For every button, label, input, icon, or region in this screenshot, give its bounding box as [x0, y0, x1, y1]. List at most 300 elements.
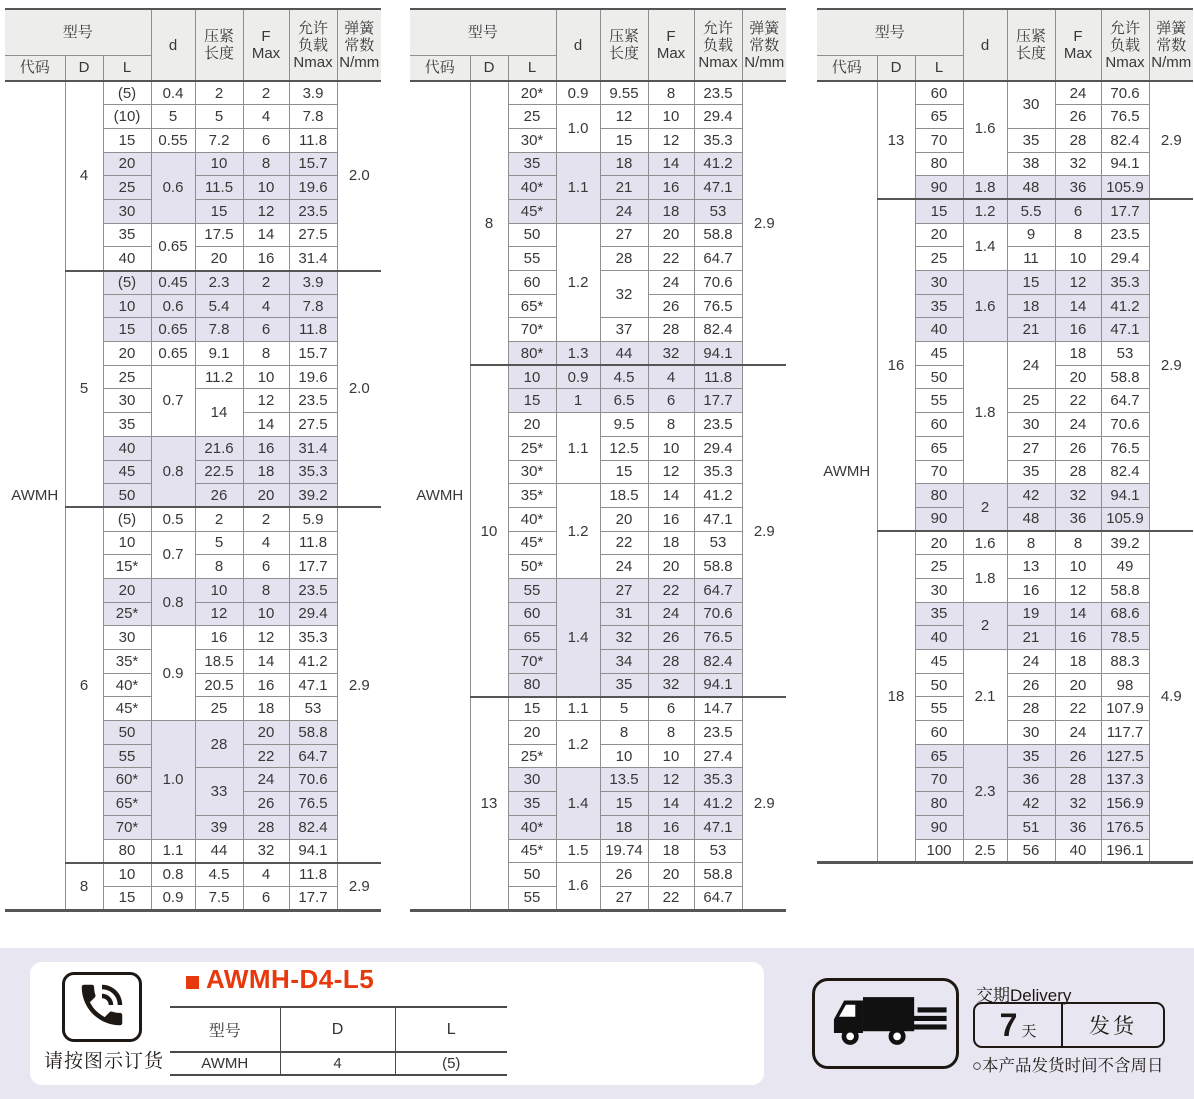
f-max-cell: 6 [648, 389, 694, 413]
f-max-cell: 6 [243, 318, 289, 342]
f-max-cell: 8 [648, 81, 694, 105]
compressed-length-cell: 28 [1007, 697, 1055, 721]
wire-dia-cell: 1.4 [963, 223, 1007, 270]
length-cell: 50 [103, 721, 151, 745]
allowable-load-cell: 27.4 [694, 744, 742, 768]
allowable-load-cell: 47.1 [694, 176, 742, 200]
allowable-load-cell: 35.3 [289, 626, 337, 650]
spec-table-2 [410, 8, 786, 912]
allowable-load-cell: 35.3 [694, 768, 742, 792]
allowable-load-cell: 23.5 [289, 578, 337, 602]
header-L: L [103, 55, 151, 81]
length-cell: 45* [508, 839, 556, 863]
allowable-load-cell: 29.4 [694, 436, 742, 460]
compressed-length-cell: 6.5 [600, 389, 648, 413]
f-max-cell: 18 [648, 199, 694, 223]
f-max-cell: 24 [1055, 721, 1101, 745]
spring-constant-cell: 4.9 [1149, 531, 1193, 863]
compressed-length-cell: 2.3 [195, 271, 243, 295]
allowable-load-cell: 94.1 [694, 673, 742, 697]
length-cell: 30* [508, 460, 556, 484]
allowable-load-cell: 41.2 [694, 792, 742, 816]
f-max-cell: 10 [243, 176, 289, 200]
allowable-load-cell: 94.1 [1101, 152, 1149, 176]
f-max-cell: 10 [243, 365, 289, 389]
f-max-cell: 36 [1055, 176, 1101, 200]
d-outer-cell: 8 [470, 81, 508, 365]
wire-dia-cell: 1.0 [556, 105, 600, 152]
spring-constant-cell: 2.9 [742, 697, 786, 910]
truck-icon [822, 985, 950, 1062]
header-compressed-length: 压紧 长度 [195, 9, 243, 81]
length-cell: 35 [915, 602, 963, 626]
order-example-card [30, 962, 764, 1085]
length-cell: 80 [508, 673, 556, 697]
compressed-length-cell: 11 [1007, 247, 1055, 271]
compressed-length-cell: 30 [1007, 81, 1055, 128]
allowable-load-cell: 23.5 [289, 389, 337, 413]
f-max-cell: 40 [1055, 839, 1101, 863]
allowable-load-cell: 41.2 [694, 484, 742, 508]
length-cell: 15 [915, 199, 963, 223]
length-cell: 90 [915, 176, 963, 200]
f-max-cell: 8 [1055, 531, 1101, 555]
allowable-load-cell: 196.1 [1101, 839, 1149, 863]
allowable-load-cell: 23.5 [694, 721, 742, 745]
f-max-cell: 12 [648, 460, 694, 484]
f-max-cell: 14 [1055, 602, 1101, 626]
spring-constant-cell: 2.9 [337, 507, 381, 862]
phone-icon-box [62, 972, 142, 1042]
header-spring-constant: 弹簧 常数 N/mm [742, 9, 786, 81]
compressed-length-cell: 13.5 [600, 768, 648, 792]
f-max-cell: 26 [1055, 744, 1101, 768]
length-cell: 25* [508, 436, 556, 460]
f-max-cell: 18 [648, 839, 694, 863]
allowable-load-cell: 53 [289, 697, 337, 721]
wire-dia-cell: 0.5 [151, 507, 195, 531]
wire-dia-cell: 0.4 [151, 81, 195, 105]
wire-dia-cell: 0.9 [151, 626, 195, 721]
compressed-length-cell: 17.5 [195, 223, 243, 247]
allowable-load-cell: 11.8 [289, 318, 337, 342]
f-max-cell: 10 [243, 602, 289, 626]
compressed-length-cell: 18 [600, 152, 648, 176]
f-max-cell: 16 [648, 815, 694, 839]
wire-dia-cell: 1 [556, 389, 600, 413]
f-max-cell: 20 [1055, 673, 1101, 697]
wire-dia-cell: 1.2 [556, 223, 600, 341]
length-cell: (5) [103, 81, 151, 105]
allowable-load-cell: 17.7 [1101, 199, 1149, 223]
length-cell: 15 [103, 128, 151, 152]
compressed-length-cell: 24 [1007, 342, 1055, 389]
compressed-length-cell: 44 [195, 839, 243, 863]
delivery-label: 交期Delivery [976, 986, 1072, 1005]
length-cell: 40 [915, 626, 963, 650]
length-cell: 45 [103, 460, 151, 484]
wire-dia-cell: 1.1 [556, 413, 600, 484]
compressed-length-cell: 10 [195, 578, 243, 602]
compressed-length-cell: 5.5 [1007, 199, 1055, 223]
length-cell: 80 [915, 152, 963, 176]
allowable-load-cell: 23.5 [694, 413, 742, 437]
compressed-length-cell: 9.5 [600, 413, 648, 437]
length-cell: 65 [915, 436, 963, 460]
example-col-l: L [395, 1007, 507, 1052]
allowable-load-cell: 17.7 [694, 389, 742, 413]
allowable-load-cell: 58.8 [694, 223, 742, 247]
spec-table-container-2 [410, 8, 786, 912]
spring-constant-cell: 2.9 [742, 81, 786, 365]
wire-dia-cell: 2.3 [963, 744, 1007, 839]
allowable-load-cell: 15.7 [289, 152, 337, 176]
f-max-cell: 20 [648, 223, 694, 247]
compressed-length-cell: 30 [1007, 413, 1055, 437]
f-max-cell: 18 [1055, 342, 1101, 366]
length-cell: 20 [915, 531, 963, 555]
allowable-load-cell: 19.6 [289, 365, 337, 389]
allowable-load-cell: 70.6 [1101, 81, 1149, 105]
compressed-length-cell: 21 [600, 176, 648, 200]
f-max-cell: 20 [648, 863, 694, 887]
length-cell: 35 [103, 223, 151, 247]
compressed-length-cell: 35 [1007, 460, 1055, 484]
f-max-cell: 24 [1055, 413, 1101, 437]
spec-table-container-1 [5, 8, 381, 912]
f-max-cell: 28 [243, 815, 289, 839]
length-cell: 55 [508, 578, 556, 602]
order-example-table [170, 1006, 507, 1076]
length-cell: 50 [508, 223, 556, 247]
wire-dia-cell: 1.3 [556, 342, 600, 366]
f-max-cell: 26 [243, 792, 289, 816]
f-max-cell: 8 [1055, 223, 1101, 247]
f-max-cell: 28 [1055, 768, 1101, 792]
f-max-cell: 32 [1055, 792, 1101, 816]
allowable-load-cell: 64.7 [1101, 389, 1149, 413]
allowable-load-cell: 3.9 [289, 271, 337, 295]
compressed-length-cell: 25 [1007, 389, 1055, 413]
allowable-load-cell: 27.5 [289, 223, 337, 247]
compressed-length-cell: 8 [1007, 531, 1055, 555]
wire-dia-cell: 2.1 [963, 650, 1007, 745]
wire-dia-cell: 0.65 [151, 342, 195, 366]
compressed-length-cell: 9.55 [600, 81, 648, 105]
length-cell: 90 [915, 815, 963, 839]
length-cell: 45* [508, 531, 556, 555]
allowable-load-cell: 41.2 [289, 650, 337, 674]
length-cell: 65 [915, 105, 963, 129]
f-max-cell: 18 [1055, 650, 1101, 674]
length-cell: 60 [508, 271, 556, 295]
compressed-length-cell: 38 [1007, 152, 1055, 176]
allowable-load-cell: 35.3 [289, 460, 337, 484]
length-cell: 30* [508, 128, 556, 152]
f-max-cell: 32 [1055, 152, 1101, 176]
wire-dia-cell: 0.8 [151, 863, 195, 887]
header-wire-dia: d [151, 9, 195, 81]
compressed-length-cell: 15 [1007, 271, 1055, 295]
f-max-cell: 28 [1055, 128, 1101, 152]
wire-dia-cell: 0.7 [151, 365, 195, 436]
f-max-cell: 16 [648, 176, 694, 200]
compressed-length-cell: 20 [195, 247, 243, 271]
length-cell: 30 [508, 768, 556, 792]
allowable-load-cell: 94.1 [1101, 484, 1149, 508]
length-cell: 45* [508, 199, 556, 223]
f-max-cell: 22 [648, 578, 694, 602]
f-max-cell: 10 [648, 744, 694, 768]
length-cell: 60 [915, 81, 963, 105]
compressed-length-cell: 39 [195, 815, 243, 839]
f-max-cell: 10 [1055, 247, 1101, 271]
compressed-length-cell: 24 [600, 199, 648, 223]
length-cell: 50 [915, 365, 963, 389]
allowable-load-cell: 94.1 [694, 342, 742, 366]
header-allowable-load: 允许 负载 Nmax [694, 9, 742, 81]
allowable-load-cell: 105.9 [1101, 507, 1149, 531]
wire-dia-cell: 0.9 [556, 81, 600, 105]
compressed-length-cell: 7.5 [195, 886, 243, 910]
f-max-cell: 8 [648, 721, 694, 745]
wire-dia-cell: 1.6 [963, 81, 1007, 176]
length-cell: 80* [508, 342, 556, 366]
length-cell: 35* [103, 650, 151, 674]
header-model: 型号 [410, 9, 556, 55]
allowable-load-cell: 176.5 [1101, 815, 1149, 839]
compressed-length-cell: 18.5 [195, 650, 243, 674]
code-cell: AWMH [5, 81, 65, 910]
d-outer-cell: 6 [65, 507, 103, 862]
length-cell: 60 [915, 721, 963, 745]
f-max-cell: 14 [243, 413, 289, 437]
allowable-load-cell: 64.7 [694, 886, 742, 910]
header-D: D [877, 55, 915, 81]
wire-dia-cell: 1.6 [556, 863, 600, 910]
length-cell: 15* [103, 555, 151, 579]
allowable-load-cell: 53 [1101, 342, 1149, 366]
wire-dia-cell: 0.7 [151, 531, 195, 578]
length-cell: 20 [915, 223, 963, 247]
allowable-load-cell: 29.4 [694, 105, 742, 129]
spring-constant-cell: 2.9 [1149, 81, 1193, 199]
header-f-max: F Max [648, 9, 694, 81]
compressed-length-cell: 36 [1007, 768, 1055, 792]
length-cell: 50 [508, 863, 556, 887]
length-cell: (5) [103, 271, 151, 295]
length-cell: 65 [508, 626, 556, 650]
f-max-cell: 16 [648, 507, 694, 531]
wire-dia-cell: 2.5 [963, 839, 1007, 863]
length-cell: 50 [103, 484, 151, 508]
compressed-length-cell: 56 [1007, 839, 1055, 863]
length-cell: 10 [103, 531, 151, 555]
compressed-length-cell: 51 [1007, 815, 1055, 839]
allowable-load-cell: 47.1 [289, 673, 337, 697]
compressed-length-cell: 19.74 [600, 839, 648, 863]
allowable-load-cell: 23.5 [1101, 223, 1149, 247]
compressed-length-cell: 24 [1007, 650, 1055, 674]
allowable-load-cell: 58.8 [694, 555, 742, 579]
spring-constant-cell: 2.9 [337, 863, 381, 910]
f-max-cell: 22 [1055, 697, 1101, 721]
length-cell: 100 [915, 839, 963, 863]
compressed-length-cell: 28 [195, 721, 243, 768]
allowable-load-cell: 76.5 [289, 792, 337, 816]
allowable-load-cell: 39.2 [289, 484, 337, 508]
length-cell: 35 [915, 294, 963, 318]
compressed-length-cell: 11.2 [195, 365, 243, 389]
allowable-load-cell: 31.4 [289, 247, 337, 271]
header-L: L [915, 55, 963, 81]
header-L: L [508, 55, 556, 81]
f-max-cell: 16 [1055, 626, 1101, 650]
example-col-model: 型号 [170, 1007, 280, 1052]
f-max-cell: 14 [243, 650, 289, 674]
compressed-length-cell: 25 [195, 697, 243, 721]
f-max-cell: 2 [243, 271, 289, 295]
wire-dia-cell: 0.65 [151, 223, 195, 270]
length-cell: 20 [508, 721, 556, 745]
compressed-length-cell: 18.5 [600, 484, 648, 508]
part-number-example: AWMH-D4-L5 [206, 964, 375, 994]
compressed-length-cell: 22.5 [195, 460, 243, 484]
allowable-load-cell: 23.5 [289, 199, 337, 223]
length-cell: 15 [508, 697, 556, 721]
wire-dia-cell: 1.4 [556, 578, 600, 696]
f-max-cell: 20 [243, 721, 289, 745]
allowable-load-cell: 137.3 [1101, 768, 1149, 792]
allowable-load-cell: 70.6 [694, 602, 742, 626]
wire-dia-cell: 0.9 [151, 886, 195, 910]
header-allowable-load: 允许 负载 Nmax [289, 9, 337, 81]
wire-dia-cell: 1.1 [556, 152, 600, 223]
f-max-cell: 6 [648, 697, 694, 721]
compressed-length-cell: 34 [600, 650, 648, 674]
wire-dia-cell: 1.6 [963, 271, 1007, 342]
header-code: 代码 [817, 55, 877, 81]
f-max-cell: 4 [243, 105, 289, 129]
allowable-load-cell: 117.7 [1101, 721, 1149, 745]
wire-dia-cell: 2 [963, 602, 1007, 649]
f-max-cell: 28 [648, 650, 694, 674]
length-cell: 55 [508, 886, 556, 910]
f-max-cell: 32 [1055, 484, 1101, 508]
f-max-cell: 6 [1055, 199, 1101, 223]
allowable-load-cell: 82.4 [1101, 460, 1149, 484]
f-max-cell: 6 [243, 128, 289, 152]
allowable-load-cell: 78.5 [1101, 626, 1149, 650]
length-cell: (10) [103, 105, 151, 129]
compressed-length-cell: 18 [1007, 294, 1055, 318]
wire-dia-cell: 1.2 [963, 199, 1007, 223]
length-cell: 80 [915, 484, 963, 508]
compressed-length-cell: 19 [1007, 602, 1055, 626]
compressed-length-cell: 21.6 [195, 436, 243, 460]
allowable-load-cell: 58.8 [1101, 365, 1149, 389]
header-wire-dia: d [556, 9, 600, 81]
compressed-length-cell: 21 [1007, 318, 1055, 342]
length-cell: 35 [508, 792, 556, 816]
wire-dia-cell: 1.0 [151, 721, 195, 839]
length-cell: 30 [103, 389, 151, 413]
length-cell: 65* [103, 792, 151, 816]
order-instruction-label: 请按图示订货 [43, 1051, 164, 1072]
f-max-cell: 18 [243, 460, 289, 484]
length-cell: 40 [103, 436, 151, 460]
length-cell: 60 [915, 413, 963, 437]
delivery-days-number: 7 [999, 1007, 1018, 1043]
f-max-cell: 26 [648, 626, 694, 650]
compressed-length-cell: 9 [1007, 223, 1055, 247]
length-cell: 45* [103, 697, 151, 721]
compressed-length-cell: 42 [1007, 792, 1055, 816]
f-max-cell: 26 [1055, 105, 1101, 129]
allowable-load-cell: 64.7 [694, 578, 742, 602]
f-max-cell: 24 [1055, 81, 1101, 105]
compressed-length-cell: 48 [1007, 507, 1055, 531]
compressed-length-cell: 5 [195, 105, 243, 129]
compressed-length-cell: 26 [195, 484, 243, 508]
f-max-cell: 16 [1055, 318, 1101, 342]
f-max-cell: 14 [648, 484, 694, 508]
compressed-length-cell: 24 [600, 555, 648, 579]
wire-dia-cell: 1.2 [556, 484, 600, 579]
compressed-length-cell: 5.4 [195, 294, 243, 318]
compressed-length-cell: 37 [600, 318, 648, 342]
f-max-cell: 8 [243, 152, 289, 176]
allowable-load-cell: 98 [1101, 673, 1149, 697]
length-cell: 15 [103, 318, 151, 342]
length-cell: 35 [508, 152, 556, 176]
length-cell: 55 [915, 389, 963, 413]
wire-dia-cell: 1.6 [963, 531, 1007, 555]
length-cell: 70* [103, 815, 151, 839]
compressed-length-cell: 11.5 [195, 176, 243, 200]
f-max-cell: 12 [243, 199, 289, 223]
allowable-load-cell: 39.2 [1101, 531, 1149, 555]
f-max-cell: 12 [1055, 578, 1101, 602]
allowable-load-cell: 76.5 [694, 294, 742, 318]
f-max-cell: 26 [1055, 436, 1101, 460]
allowable-load-cell: 105.9 [1101, 176, 1149, 200]
f-max-cell: 14 [243, 223, 289, 247]
header-D: D [65, 55, 103, 81]
compressed-length-cell: 8 [195, 555, 243, 579]
length-cell: 40* [508, 815, 556, 839]
delivery-time-box [973, 1002, 1165, 1048]
allowable-load-cell: 53 [694, 839, 742, 863]
allowable-load-cell: 47.1 [694, 507, 742, 531]
length-cell: 30 [103, 199, 151, 223]
compressed-length-cell: 32 [600, 626, 648, 650]
example-val-d: 4 [280, 1052, 395, 1075]
allowable-load-cell: 41.2 [1101, 294, 1149, 318]
example-val-l: (5) [395, 1052, 507, 1075]
length-cell: 65* [508, 294, 556, 318]
length-cell: 20 [508, 413, 556, 437]
length-cell: 25 [915, 247, 963, 271]
allowable-load-cell: 11.8 [289, 863, 337, 887]
compressed-length-cell: 22 [600, 531, 648, 555]
compressed-length-cell: 8 [600, 721, 648, 745]
allowable-load-cell: 11.8 [289, 531, 337, 555]
length-cell: 40* [508, 176, 556, 200]
allowable-load-cell: 7.8 [289, 105, 337, 129]
f-max-cell: 8 [243, 578, 289, 602]
length-cell: 10 [508, 365, 556, 389]
